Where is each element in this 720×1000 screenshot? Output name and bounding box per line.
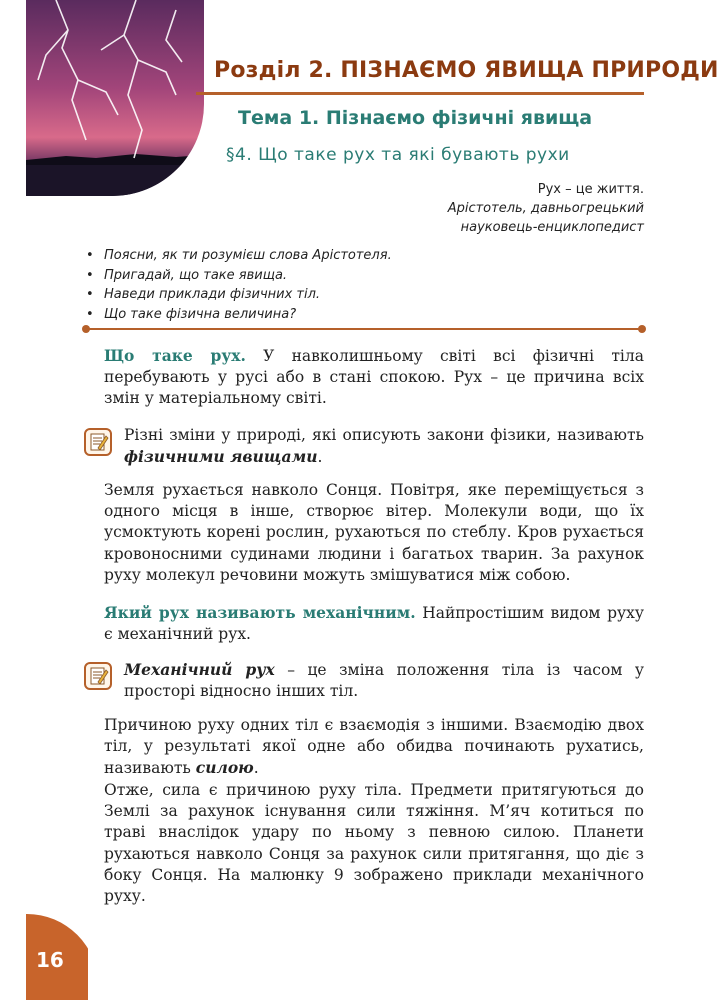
paragraph-lead: Що таке рух.	[104, 346, 246, 365]
paragraph-text: У навколишньому світі всі фізичні тіла перебувають у русі або в стані спокою. Рух – це причина всіх змін у матеріальному світі.	[104, 347, 644, 408]
section-divider	[86, 328, 642, 330]
topic-title: Тема 1. Пізнаємо фізичні явища	[238, 107, 593, 129]
definition-text: – це зміна положення тіла із часом у просторі відносно інших тіл.	[124, 661, 644, 701]
definition-mechanical-motion	[124, 659, 644, 702]
paragraph-text: Найпростішим видом руху є механічний рух.	[104, 604, 644, 644]
divider-dot-right	[638, 325, 646, 333]
epigraph-quote: Рух – це життя.	[537, 182, 644, 197]
divider-dot-left	[82, 325, 90, 333]
definition-end: .	[317, 448, 323, 467]
question-item: • Поясни, як ти розумієш слова Арістотеля.	[86, 246, 392, 266]
paragraph-text: Отже, сила є причиною руху тіла. Предмети притягуються до Землі за рахунок існування сили тяжіння. М’яч котиться по траві внаслідок удару по ньому з певною силою. Планети рухаються навколо Сонця за рахунок сили притягання, що діє з боку Сонця. На малюнку 9 зображено приклади механічного руху.	[104, 781, 644, 906]
definition-physical-phenomena	[124, 425, 644, 468]
page-number-tab	[26, 914, 88, 1000]
paragraph-mechanical-motion	[104, 602, 644, 645]
paragraph-end: .	[253, 759, 259, 778]
epigraph-author-line1: Арістотель, давньогрецький	[447, 201, 644, 216]
epigraph	[448, 180, 644, 237]
question-list	[86, 246, 392, 324]
question-item: • Що таке фізична величина?	[86, 305, 392, 325]
section-rule	[196, 92, 644, 95]
question-item: • Пригадай, що таке явища.	[86, 266, 392, 286]
page-number: 16	[36, 948, 64, 972]
definition-term: Механічний рух	[124, 660, 275, 679]
paragraph-force-examples	[104, 780, 644, 907]
definition-text: Різні зміни у природі, які описують закони фізики, називають	[124, 426, 644, 444]
paragraph-text: Земля рухається навколо Сонця. Повітря, яке переміщується з одного місця в інше, створює вітер. Молекули води, що їх усмоктують корені рослин, рухаються по стеблу. Кров рухається кровоносними судинами людини і багатьох тварин. За рахунок руху молекул речовини можуть змішуватися між собою.	[104, 481, 644, 584]
paragraph-text: Причиною руху одних тіл є взаємодія з іншими. Взаємодію двох тіл, у результаті якої одне або обидва починають рухатись, називають	[104, 716, 644, 778]
question-item: • Наведи приклади фізичних тіл.	[86, 285, 392, 305]
definition-term: фізичними явищами	[124, 447, 318, 467]
epigraph-author-line2: науковець-енциклопедист	[460, 220, 644, 235]
paragraph-examples	[104, 480, 644, 586]
definition-notepad-icon	[84, 662, 112, 690]
paragraph-title: §4. Що таке рух та які бувають рухи	[226, 145, 570, 165]
paragraph-force	[104, 715, 644, 780]
paragraph-lead: Який рух називають механічним.	[104, 603, 416, 622]
section-title: Розділ 2. ПІЗНАЄМО ЯВИЩА ПРИРОДИ	[214, 58, 719, 83]
paragraph-term: силою	[195, 758, 254, 778]
paragraph-what-is-motion	[104, 345, 644, 410]
definition-notepad-icon	[84, 428, 112, 456]
lightning-photo	[26, 0, 204, 196]
